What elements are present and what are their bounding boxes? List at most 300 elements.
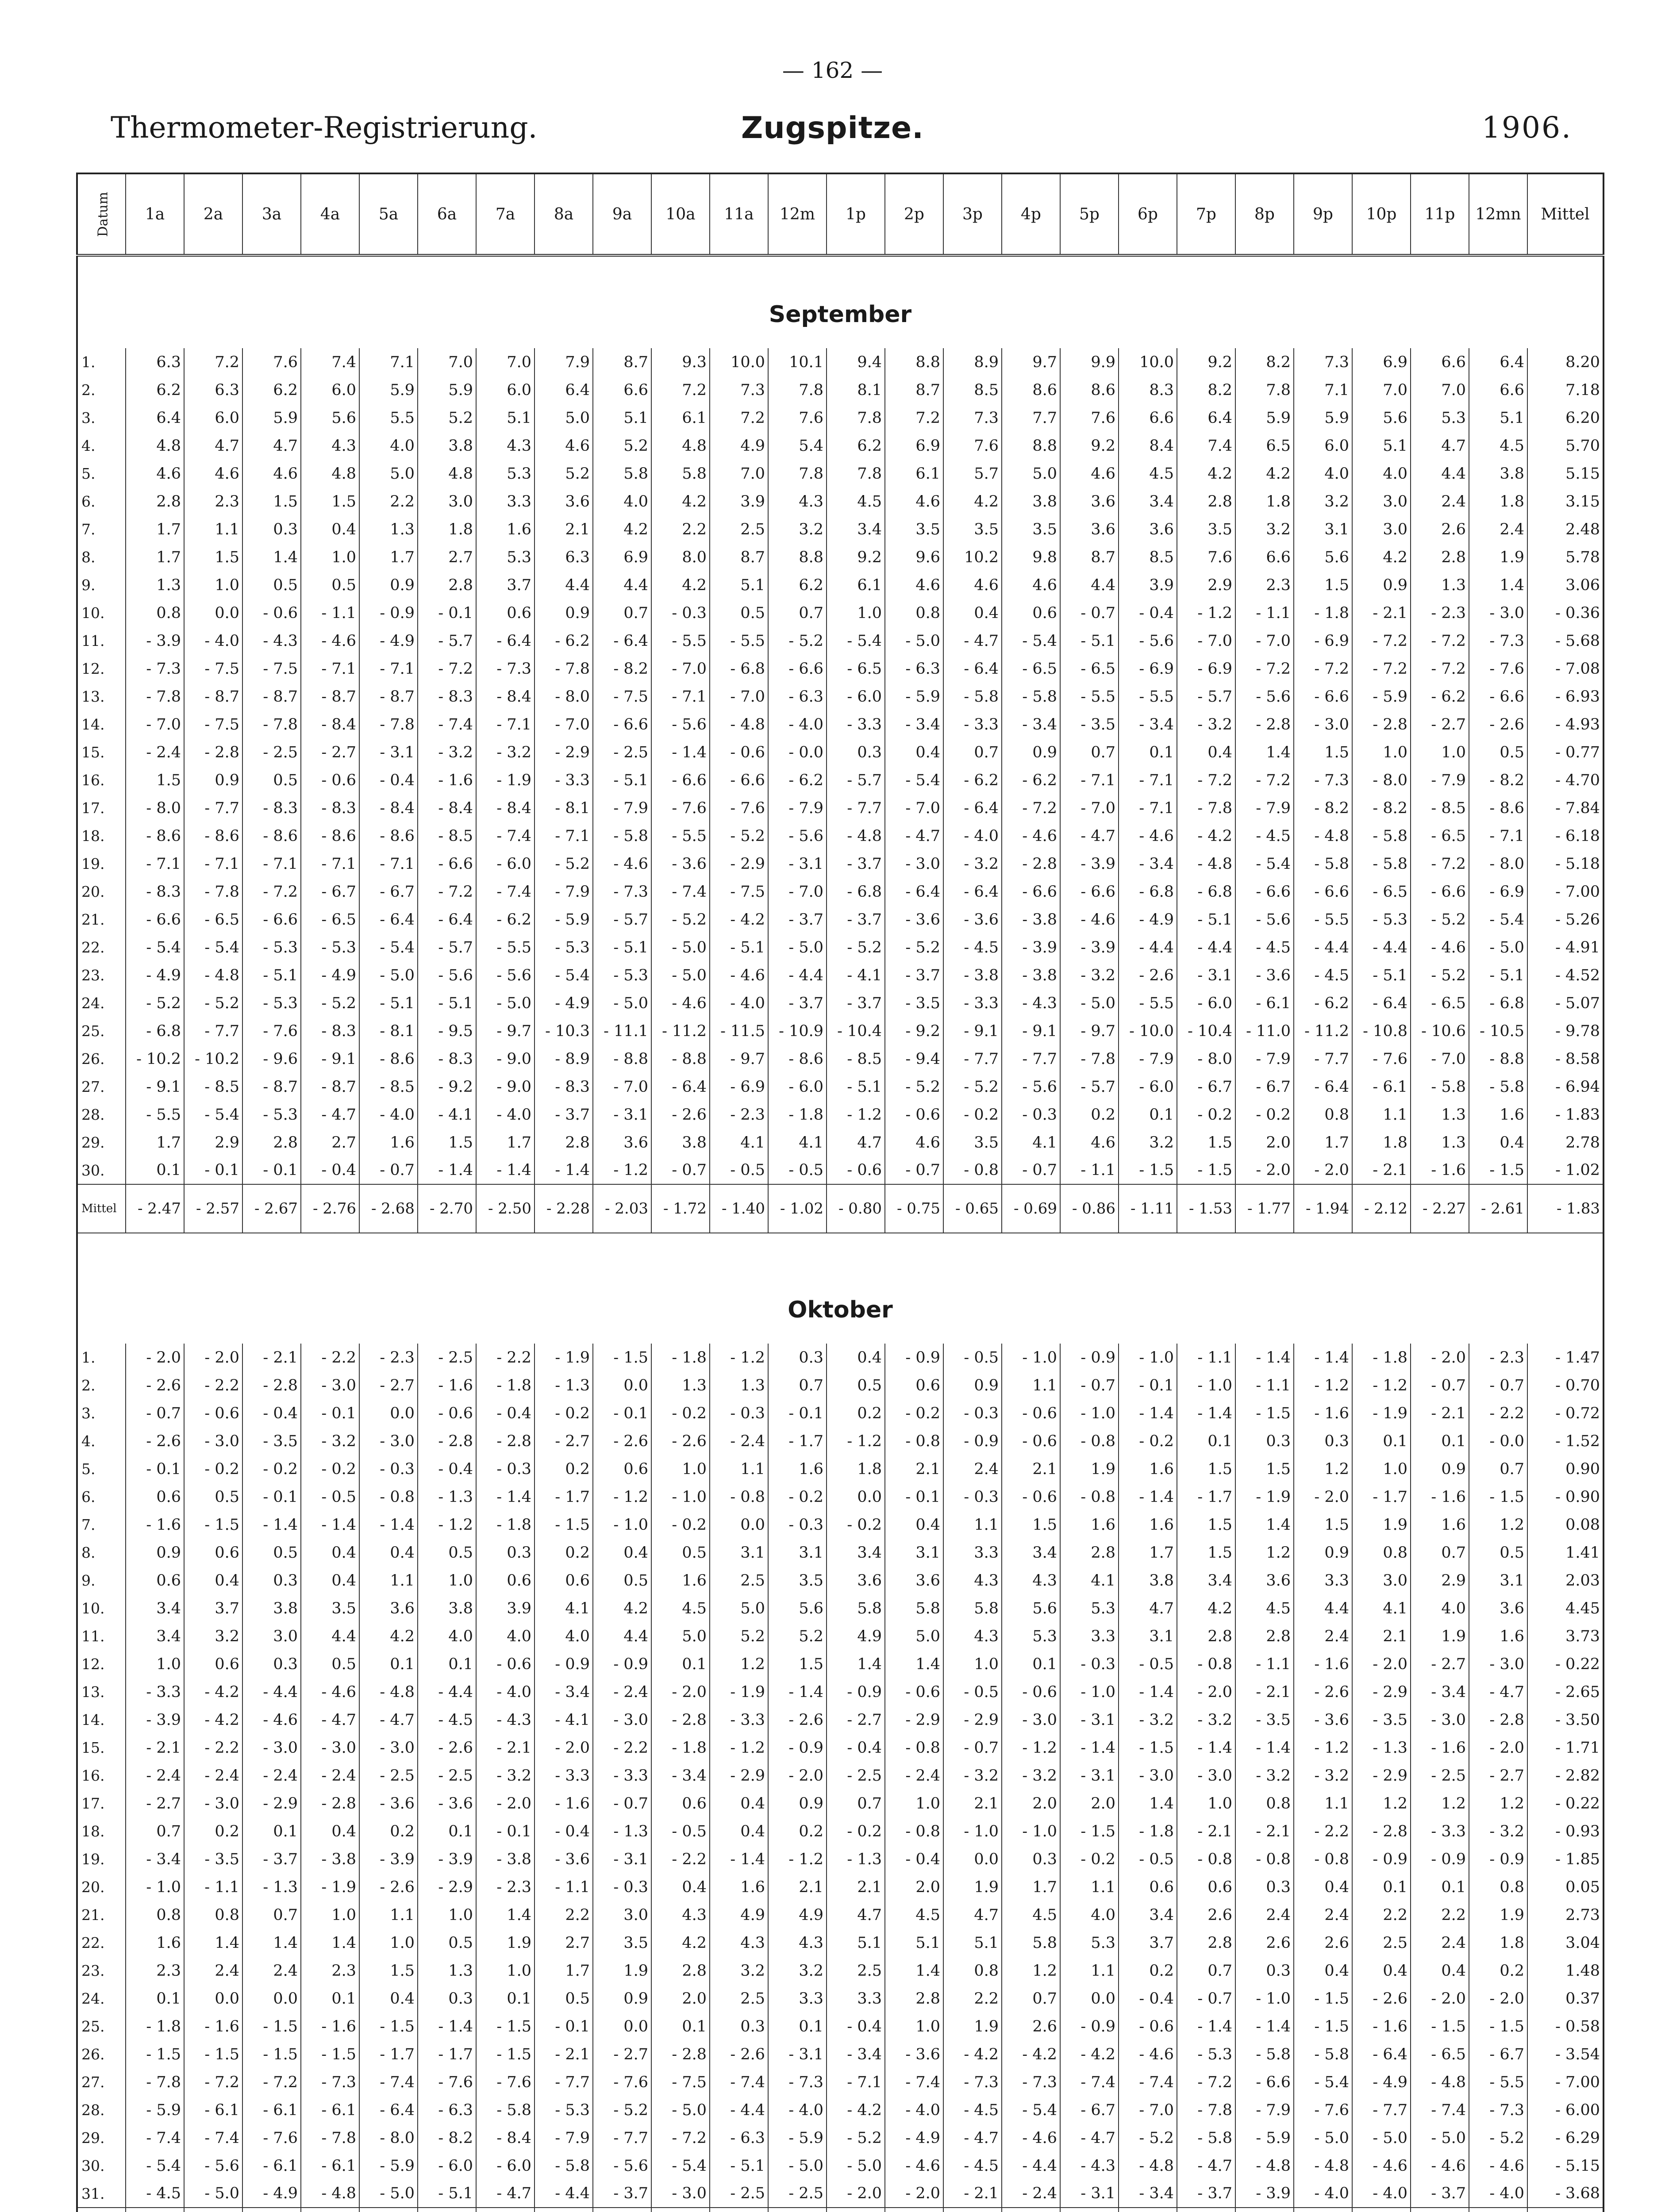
hour-value: - 1.1: [1235, 599, 1294, 627]
hour-value: - 5.2: [184, 989, 242, 1017]
hour-value: 0.1: [1002, 1650, 1060, 1678]
table-row: [77, 1101, 1603, 1129]
hour-value: 2.1: [1352, 1622, 1411, 1650]
hour-value: - 8.4: [476, 2124, 534, 2152]
hour-value: 7.0: [418, 348, 476, 376]
hour-value: 0.0: [710, 1511, 768, 1539]
hour-value: - 1.6: [1352, 2012, 1411, 2040]
hour-value: - 3.0: [1294, 710, 1352, 738]
hour-value: - 11.2: [1294, 1017, 1352, 1045]
hour-value: - 4.6: [1469, 2152, 1527, 2180]
hour-value: - 1.2: [827, 1101, 885, 1129]
hour-value: - 1.7: [418, 2040, 476, 2068]
hour-value: 0.3: [1235, 1873, 1294, 1901]
hour-value: 0.8: [126, 599, 184, 627]
hour-value: 2.8: [651, 1957, 710, 1985]
hour-header: 12m: [768, 173, 827, 255]
hour-value: - 8.3: [126, 878, 184, 906]
hour-value: 7.2: [710, 404, 768, 432]
daily-mean: 0.05: [1527, 1873, 1603, 1901]
hour-value: 0.8: [1469, 1873, 1527, 1901]
hour-value: 4.5: [1002, 1901, 1060, 1929]
hour-value: - 4.4: [534, 2180, 593, 2208]
hour-value: - 11.5: [710, 1017, 768, 1045]
hour-value: - 8.2: [418, 2124, 476, 2152]
hour-value: - 4.2: [827, 2096, 885, 2124]
hour-value: 6.6: [1469, 376, 1527, 404]
hour-value: 0.3: [827, 738, 885, 766]
hour-value: 1.6: [768, 1455, 827, 1483]
hour-value: 1.7: [1294, 1129, 1352, 1156]
hour-value: 0.8: [1352, 1539, 1411, 1567]
hour-value: 1.0: [476, 1957, 534, 1985]
hour-value: - 8.0: [1177, 1045, 1235, 1073]
hour-value: - 4.2: [184, 1706, 242, 1734]
hour-value: 5.8: [651, 460, 710, 488]
daily-mean: 6.20: [1527, 404, 1603, 432]
hour-value: - 4.9: [359, 627, 418, 655]
table-row: [77, 488, 1603, 515]
hour-value: - 5.7: [1060, 1073, 1119, 1101]
hour-value: - 0.4: [827, 2012, 885, 2040]
hour-header: 5a: [359, 173, 418, 255]
hour-value: - 0.9: [1352, 1845, 1411, 1873]
hour-value: - 5.4: [184, 1101, 242, 1129]
daily-mean: - 7.84: [1527, 794, 1603, 822]
hour-value: 3.7: [476, 571, 534, 599]
hour-value: - 7.2: [242, 2068, 301, 2096]
hour-value: - 2.9: [242, 1790, 301, 1817]
hour-value: 0.4: [827, 1344, 885, 1371]
hour-value: - 2.9: [710, 850, 768, 878]
hour-value: - 4.4: [418, 1678, 476, 1706]
hour-value: - 4.9: [301, 961, 359, 989]
hour-value: 1.5: [768, 1650, 827, 1678]
hour-value: 0.0: [1060, 1985, 1119, 2012]
hour-value: - 0.6: [710, 738, 768, 766]
hour-value: - 5.0: [1352, 2124, 1411, 2152]
hour-value: 3.8: [1002, 488, 1060, 515]
hour-value: - 0.0: [768, 738, 827, 766]
hour-value: - 9.1: [301, 1045, 359, 1073]
hour-value: - 1.2: [1294, 1734, 1352, 1762]
hour-value: - 3.6: [885, 906, 943, 933]
daily-mean: - 2.65: [1527, 1678, 1603, 1706]
hour-value: - 5.4: [1002, 627, 1060, 655]
hour-value: - 2.1: [1235, 1817, 1294, 1845]
hour-value: - 6.6: [1002, 878, 1060, 906]
hour-value: - 1.2: [1294, 1371, 1352, 1399]
day-label: 12.: [77, 655, 126, 683]
hour-value: 3.1: [1119, 1622, 1177, 1650]
hour-value: 5.0: [651, 1622, 710, 1650]
hour-value: 4.6: [943, 571, 1002, 599]
hour-value: 1.7: [359, 543, 418, 571]
hour-value: 8.5: [1119, 543, 1177, 571]
hour-value: - 1.0: [1119, 1344, 1177, 1371]
hour-value: - 3.0: [359, 1427, 418, 1455]
day-label: 7.: [77, 515, 126, 543]
hour-value: - 6.6: [418, 850, 476, 878]
hour-value: 1.0: [184, 571, 242, 599]
hour-value: - 6.7: [359, 878, 418, 906]
hour-value: 0.2: [534, 1455, 593, 1483]
hour-value: - 8.2: [1294, 794, 1352, 822]
hour-value: 3.3: [1294, 1567, 1352, 1594]
hour-value: - 0.3: [710, 1399, 768, 1427]
hour-value: - 6.3: [418, 2096, 476, 2124]
hour-value: - 4.6: [1352, 2152, 1411, 2180]
day-label: 15.: [77, 1734, 126, 1762]
hour-value: - 2.5: [359, 1762, 418, 1790]
hour-value: - 2.3: [1411, 599, 1469, 627]
hour-value: 1.5: [418, 1129, 476, 1156]
table-row: [77, 1129, 1603, 1156]
hour-value: - 11.0: [1235, 1017, 1294, 1045]
hour-value: - 0.8: [1235, 1845, 1294, 1873]
hour-value: 0.3: [476, 1539, 534, 1567]
hour-value: - 6.8: [710, 655, 768, 683]
daily-mean: - 3.68: [1527, 2180, 1603, 2208]
table-row: [77, 376, 1603, 404]
hour-value: 1.7: [126, 1129, 184, 1156]
hour-value: - 0.1: [593, 1399, 651, 1427]
day-label: 4.: [77, 432, 126, 460]
hour-value: 3.6: [1469, 1594, 1527, 1622]
hour-value: - 6.6: [1060, 878, 1119, 906]
hour-value: 10.1: [768, 348, 827, 376]
hour-value: 7.0: [1352, 376, 1411, 404]
hour-value: 4.3: [710, 1929, 768, 1957]
hour-value: 3.0: [1352, 488, 1411, 515]
hour-value: - 7.4: [1119, 2068, 1177, 2096]
hour-value: - 3.0: [1469, 1650, 1527, 1678]
hour-value: - 4.4: [710, 2096, 768, 2124]
hour-value: - 5.1: [418, 2180, 476, 2208]
page-number: — 162 —: [782, 58, 883, 83]
hour-value: - 1.0: [651, 1483, 710, 1511]
hour-value: - 3.7: [242, 1845, 301, 1873]
hour-value: 4.3: [301, 432, 359, 460]
hour-value: - 7.9: [534, 2124, 593, 2152]
hour-value: - 0.6: [1002, 1483, 1060, 1511]
hour-value: 5.6: [768, 1594, 827, 1622]
hour-value: 4.3: [943, 1567, 1002, 1594]
hour-value: 2.2: [359, 488, 418, 515]
hour-value: - 9.5: [418, 1017, 476, 1045]
hour-value: 3.2: [1119, 1129, 1177, 1156]
hour-value: 3.5: [1177, 515, 1235, 543]
hour-value: 1.9: [1411, 1622, 1469, 1650]
day-label: 8.: [77, 1539, 126, 1567]
hour-value: 1.5: [1002, 1511, 1060, 1539]
hour-value: 4.4: [593, 571, 651, 599]
hour-value: - 5.8: [534, 2152, 593, 2180]
hour-value: 1.3: [1411, 1101, 1469, 1129]
hour-value: - 5.2: [651, 906, 710, 933]
hour-value: 1.2: [1235, 1539, 1294, 1567]
hour-value: 1.4: [242, 543, 301, 571]
hour-value: 6.0: [184, 404, 242, 432]
hour-value: 2.6: [1177, 1901, 1235, 1929]
hour-value: - 2.7: [1411, 710, 1469, 738]
hour-value: - 0.9: [1060, 1344, 1119, 1371]
hour-value: 5.3: [476, 543, 534, 571]
table-row: [77, 2068, 1603, 2096]
hour-value: 4.3: [651, 1901, 710, 1929]
hour-value: - 0.4: [476, 1399, 534, 1427]
hour-value: 5.3: [1060, 1929, 1119, 1957]
hour-value: - 2.8: [1352, 710, 1411, 738]
hour-value: - 3.3: [126, 1678, 184, 1706]
hour-value: 4.0: [1060, 1901, 1119, 1929]
hour-value: 2.4: [1235, 1901, 1294, 1929]
hour-value: 6.0: [476, 376, 534, 404]
hour-value: 7.3: [710, 376, 768, 404]
hour-value: - 1.5: [476, 2012, 534, 2040]
hour-value: 7.1: [359, 348, 418, 376]
hourly-mean: [1235, 2208, 1294, 2212]
hour-value: - 2.2: [184, 1734, 242, 1762]
hour-value: - 0.3: [1002, 1101, 1060, 1129]
hour-value: 2.5: [710, 1985, 768, 2012]
hour-value: 0.7: [768, 1371, 827, 1399]
hour-value: - 8.7: [301, 1073, 359, 1101]
hour-value: - 0.2: [1060, 1845, 1119, 1873]
hour-value: - 3.4: [885, 710, 943, 738]
hour-value: 3.4: [126, 1594, 184, 1622]
hour-value: - 7.8: [184, 878, 242, 906]
hour-value: 3.1: [885, 1539, 943, 1567]
hour-value: - 5.3: [534, 933, 593, 961]
hour-value: 7.1: [1294, 376, 1352, 404]
hour-value: 3.4: [1177, 1567, 1235, 1594]
hour-value: - 1.4: [1177, 2012, 1235, 2040]
hour-value: - 5.1: [1177, 906, 1235, 933]
hour-value: 0.4: [1177, 738, 1235, 766]
hour-value: - 4.6: [301, 627, 359, 655]
daily-mean: 4.45: [1527, 1594, 1603, 1622]
hour-value: - 8.3: [242, 794, 301, 822]
hour-value: - 0.7: [1060, 599, 1119, 627]
hour-value: 5.8: [885, 1594, 943, 1622]
hour-value: - 4.8: [710, 710, 768, 738]
hour-value: 4.2: [651, 571, 710, 599]
hour-value: - 3.6: [943, 906, 1002, 933]
hour-value: 2.6: [1294, 1929, 1352, 1957]
hour-value: 4.2: [1235, 460, 1294, 488]
hourly-mean: [943, 2208, 1002, 2212]
hour-value: - 2.9: [418, 1873, 476, 1901]
hour-value: - 0.1: [242, 1483, 301, 1511]
hour-value: 5.8: [593, 460, 651, 488]
hour-value: - 1.2: [1177, 599, 1235, 627]
hour-value: - 5.8: [1294, 2040, 1352, 2068]
hour-value: 4.0: [359, 432, 418, 460]
hour-value: - 2.7: [359, 1371, 418, 1399]
hour-value: - 6.0: [476, 2152, 534, 2180]
day-label: 18.: [77, 1817, 126, 1845]
hour-value: 1.7: [476, 1129, 534, 1156]
hour-value: - 7.5: [242, 655, 301, 683]
hour-value: - 0.1: [768, 1399, 827, 1427]
hour-value: - 3.0: [184, 1790, 242, 1817]
table-row: [77, 906, 1603, 933]
hour-value: 0.4: [301, 1539, 359, 1567]
hour-value: 1.4: [476, 1901, 534, 1929]
hour-value: 1.1: [359, 1901, 418, 1929]
daily-mean: - 0.90: [1527, 1483, 1603, 1511]
hour-value: - 9.2: [885, 1017, 943, 1045]
day-label: 14.: [77, 1706, 126, 1734]
day-label: 6.: [77, 1483, 126, 1511]
table-body: [77, 255, 1603, 2212]
hour-value: - 2.7: [1411, 1650, 1469, 1678]
hour-value: - 7.2: [418, 878, 476, 906]
hour-value: 0.9: [126, 1539, 184, 1567]
hour-value: - 3.2: [1235, 1762, 1294, 1790]
hour-value: - 2.5: [242, 738, 301, 766]
hour-value: 1.4: [1469, 571, 1527, 599]
hourly-mean: - 2.47: [126, 1184, 184, 1233]
hour-value: - 6.8: [126, 1017, 184, 1045]
hour-value: - 5.8: [1002, 683, 1060, 710]
hour-value: 8.6: [1002, 376, 1060, 404]
day-label: 1.: [77, 1344, 126, 1371]
hour-value: - 3.4: [827, 2040, 885, 2068]
hour-value: 0.4: [184, 1567, 242, 1594]
hour-value: 4.6: [1060, 1129, 1119, 1156]
hour-value: 1.8: [1469, 1929, 1527, 1957]
hour-value: 0.9: [534, 599, 593, 627]
hour-value: - 4.7: [476, 2180, 534, 2208]
day-label: 9.: [77, 571, 126, 599]
hour-value: - 2.4: [242, 1762, 301, 1790]
hour-value: 8.4: [1119, 432, 1177, 460]
hourly-mean: [126, 2208, 184, 2212]
hour-value: - 4.5: [126, 2180, 184, 2208]
hourly-mean: - 1.11: [1119, 1184, 1177, 1233]
hour-value: - 10.0: [1119, 1017, 1177, 1045]
hour-value: - 2.9: [1352, 1678, 1411, 1706]
hour-value: - 5.9: [534, 906, 593, 933]
hour-value: - 1.0: [1060, 1399, 1119, 1427]
hour-value: 0.5: [242, 766, 301, 794]
hour-value: 4.5: [1119, 460, 1177, 488]
table-row: [77, 2040, 1603, 2068]
hour-value: - 5.1: [827, 1073, 885, 1101]
hour-value: - 3.2: [1177, 1706, 1235, 1734]
hour-value: 2.4: [1294, 1622, 1352, 1650]
hour-value: - 6.9: [1177, 655, 1235, 683]
hour-value: - 4.9: [1119, 906, 1177, 933]
hour-value: - 8.0: [534, 683, 593, 710]
hour-value: - 2.1: [534, 2040, 593, 2068]
table-row: [77, 878, 1603, 906]
hourly-mean: [1119, 2208, 1177, 2212]
hour-value: - 7.0: [593, 1073, 651, 1101]
hour-value: 5.8: [1002, 1929, 1060, 1957]
hour-value: - 7.9: [768, 794, 827, 822]
hour-value: 4.1: [768, 1129, 827, 1156]
hour-value: 7.6: [242, 348, 301, 376]
hour-value: - 6.2: [1411, 683, 1469, 710]
hour-value: - 7.3: [593, 878, 651, 906]
hour-value: 0.5: [651, 1539, 710, 1567]
hour-value: - 5.5: [1294, 906, 1352, 933]
hour-value: - 1.1: [184, 1873, 242, 1901]
hour-value: - 3.7: [1411, 2180, 1469, 2208]
hour-value: - 0.3: [593, 1873, 651, 1901]
hour-value: - 4.7: [943, 2124, 1002, 2152]
hour-value: 3.6: [534, 488, 593, 515]
table-row: [77, 1539, 1603, 1567]
hour-value: - 5.2: [943, 1073, 1002, 1101]
table-row: [77, 1045, 1603, 1073]
hour-value: - 5.2: [827, 2124, 885, 2152]
daily-mean: - 1.85: [1527, 1845, 1603, 1873]
hour-value: - 7.2: [1352, 627, 1411, 655]
hour-value: - 6.1: [242, 2152, 301, 2180]
hour-value: 6.2: [242, 376, 301, 404]
hour-value: - 5.8: [1294, 850, 1352, 878]
hour-value: - 3.4: [1411, 1678, 1469, 1706]
hour-value: - 1.2: [768, 1845, 827, 1873]
hour-value: - 2.3: [710, 1101, 768, 1129]
hour-value: 3.7: [184, 1594, 242, 1622]
hour-value: 3.3: [943, 1539, 1002, 1567]
hour-value: - 7.4: [1060, 2068, 1119, 2096]
table-row: [77, 1762, 1603, 1790]
day-label: 31.: [77, 2180, 126, 2208]
hour-value: 0.0: [827, 1483, 885, 1511]
hour-value: - 5.8: [943, 683, 1002, 710]
hour-value: - 3.8: [1002, 906, 1060, 933]
hour-value: - 2.3: [1469, 1344, 1527, 1371]
hour-value: 1.5: [1177, 1511, 1235, 1539]
hour-value: 3.6: [827, 1567, 885, 1594]
hour-value: - 6.6: [651, 766, 710, 794]
hour-value: 2.8: [418, 571, 476, 599]
hour-value: - 6.4: [476, 627, 534, 655]
hour-value: 5.1: [1352, 432, 1411, 460]
hourly-mean: - 0.65: [943, 1184, 1002, 1233]
hourly-mean: [885, 2208, 943, 2212]
hourly-mean: [1177, 2208, 1235, 2212]
hour-value: 3.0: [593, 1901, 651, 1929]
hour-value: 3.8: [242, 1594, 301, 1622]
hourly-mean: [1411, 2208, 1469, 2212]
hour-value: - 7.4: [651, 878, 710, 906]
hour-value: - 6.6: [1294, 683, 1352, 710]
hour-value: 8.7: [593, 348, 651, 376]
hour-value: - 3.7: [827, 906, 885, 933]
hour-value: - 4.0: [184, 627, 242, 655]
hour-value: - 4.5: [943, 2096, 1002, 2124]
hourly-mean: [184, 2208, 242, 2212]
hour-value: 5.9: [418, 376, 476, 404]
table-row: [77, 1929, 1603, 1957]
hour-value: - 0.9: [943, 1427, 1002, 1455]
hour-value: - 2.7: [593, 2040, 651, 2068]
hour-value: - 7.7: [534, 2068, 593, 2096]
hour-value: - 3.4: [651, 1762, 710, 1790]
hour-value: - 7.1: [534, 822, 593, 850]
datum-header: [77, 173, 126, 255]
daily-mean: 2.48: [1527, 515, 1603, 543]
hour-value: - 4.8: [301, 2180, 359, 2208]
hour-value: 2.1: [768, 1873, 827, 1901]
